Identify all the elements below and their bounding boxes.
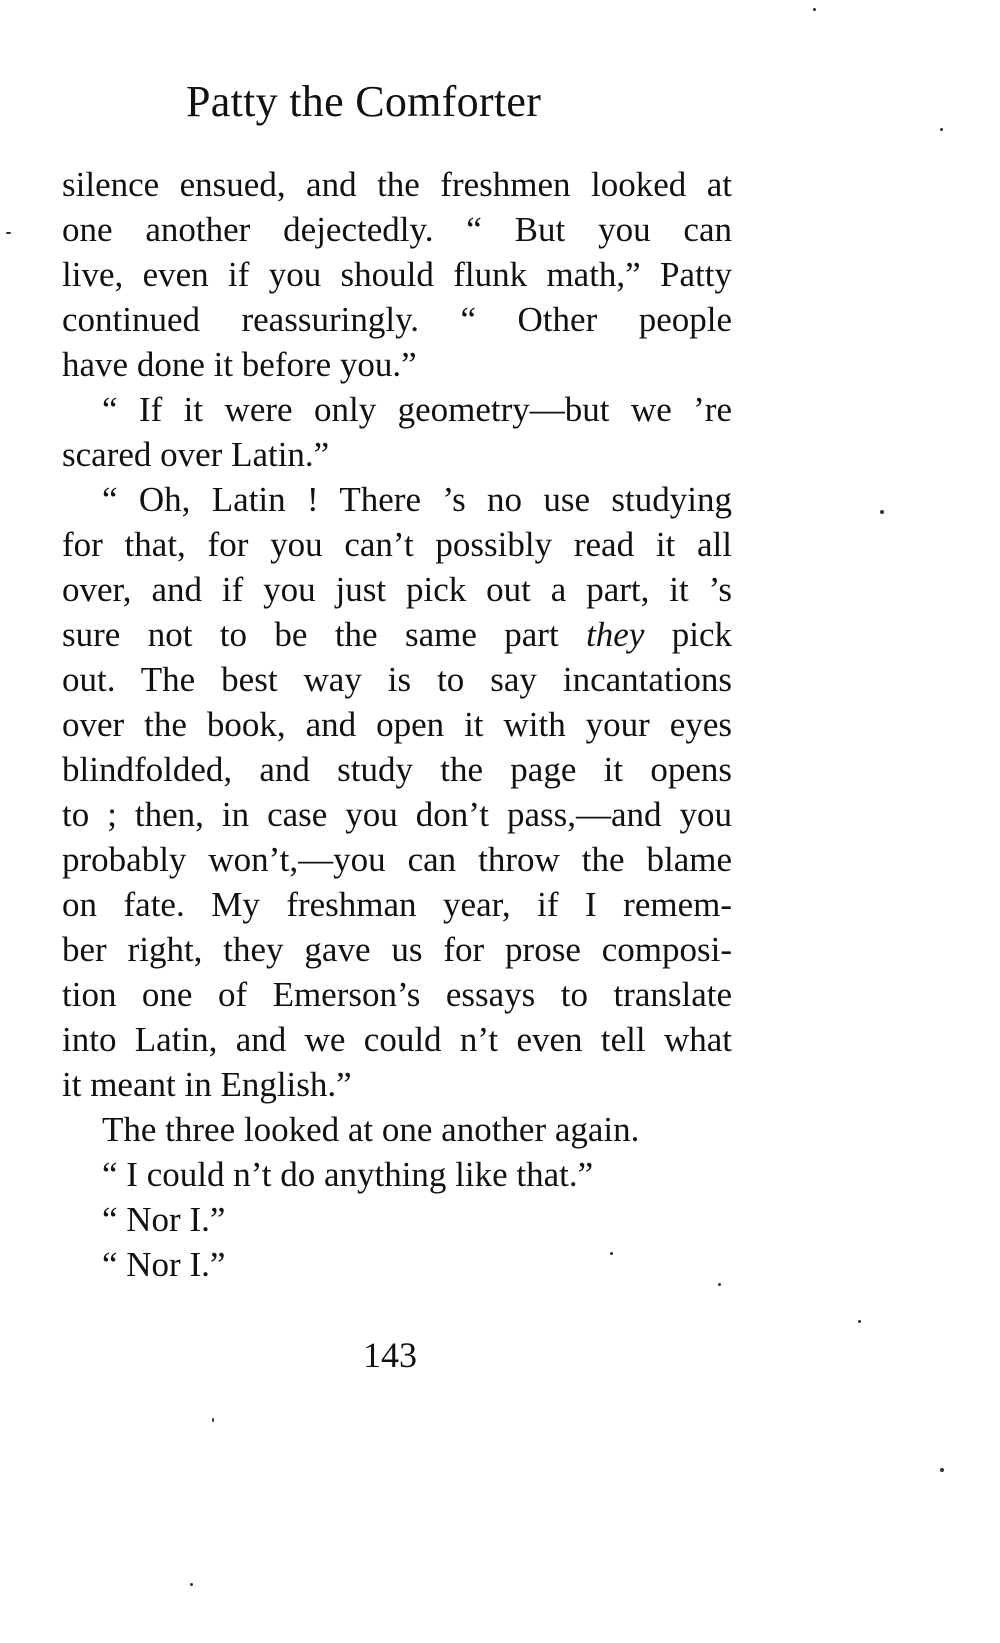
text-line: on fate. My freshman year, if I remem- bbox=[62, 885, 732, 924]
text-line: have done it before you.” bbox=[62, 345, 417, 384]
scan-speck bbox=[610, 1252, 613, 1255]
text-line: “ Oh, Latin ! There ’s no use studying bbox=[102, 480, 732, 519]
text-line: scared over Latin.” bbox=[62, 435, 330, 474]
text-line: live, even if you should flunk math,” Patty bbox=[62, 255, 732, 294]
scan-speck bbox=[6, 232, 11, 234]
scan-speck bbox=[718, 1283, 721, 1286]
text-line: it meant in English.” bbox=[62, 1065, 352, 1104]
page-number: 143 bbox=[363, 1335, 417, 1375]
text-line: “ Nor I.” bbox=[102, 1200, 226, 1239]
text-line-with-emphasis bbox=[62, 612, 732, 657]
text-line: out. The best way is to say incantations bbox=[62, 660, 732, 699]
scan-speck bbox=[858, 1320, 861, 1323]
text-line: probably won’t,—you can throw the blame bbox=[62, 840, 732, 879]
body-text bbox=[62, 162, 732, 1287]
emphasized-word: they bbox=[586, 615, 645, 654]
text-line: ber right, they gave us for prose composi- bbox=[62, 930, 732, 969]
text-line: to ; then, in case you don’t pass,—and you bbox=[62, 795, 732, 834]
text-line: over the book, and open it with your eyes bbox=[62, 705, 732, 744]
text-line: “ Nor I.” bbox=[102, 1245, 226, 1284]
running-head: Patty the Comforter bbox=[186, 77, 542, 126]
text-line: into Latin, and we could n’t even tell what bbox=[62, 1020, 732, 1059]
text-line: blindfolded, and study the page it opens bbox=[62, 750, 732, 789]
scan-speck bbox=[880, 510, 884, 514]
scan-speck bbox=[940, 128, 943, 131]
text-line: The three looked at one another again. bbox=[102, 1110, 640, 1149]
scan-speck bbox=[940, 1468, 944, 1472]
text-line: tion one of Emerson’s essays to translate bbox=[62, 975, 732, 1014]
text-line: continued reassuringly. “ Other people bbox=[62, 300, 732, 339]
text-line: “ If it were only geometry—but we ’re bbox=[102, 390, 732, 429]
scan-speck bbox=[212, 1418, 214, 1422]
text-segment: pick bbox=[671, 615, 733, 654]
text-line: “ I could n’t do anything like that.” bbox=[102, 1155, 594, 1194]
scan-speck bbox=[813, 8, 816, 11]
text-line: for that, for you can’t possibly read it all bbox=[62, 525, 732, 564]
text-line: one another dejectedly. “ But you can bbox=[62, 210, 732, 249]
scan-speck bbox=[190, 1583, 193, 1586]
text-line: silence ensued, and the freshmen looked at bbox=[62, 165, 732, 204]
text-segment: sure not to be the same part bbox=[62, 615, 559, 654]
text-line: over, and if you just pick out a part, it ’s bbox=[62, 570, 732, 609]
